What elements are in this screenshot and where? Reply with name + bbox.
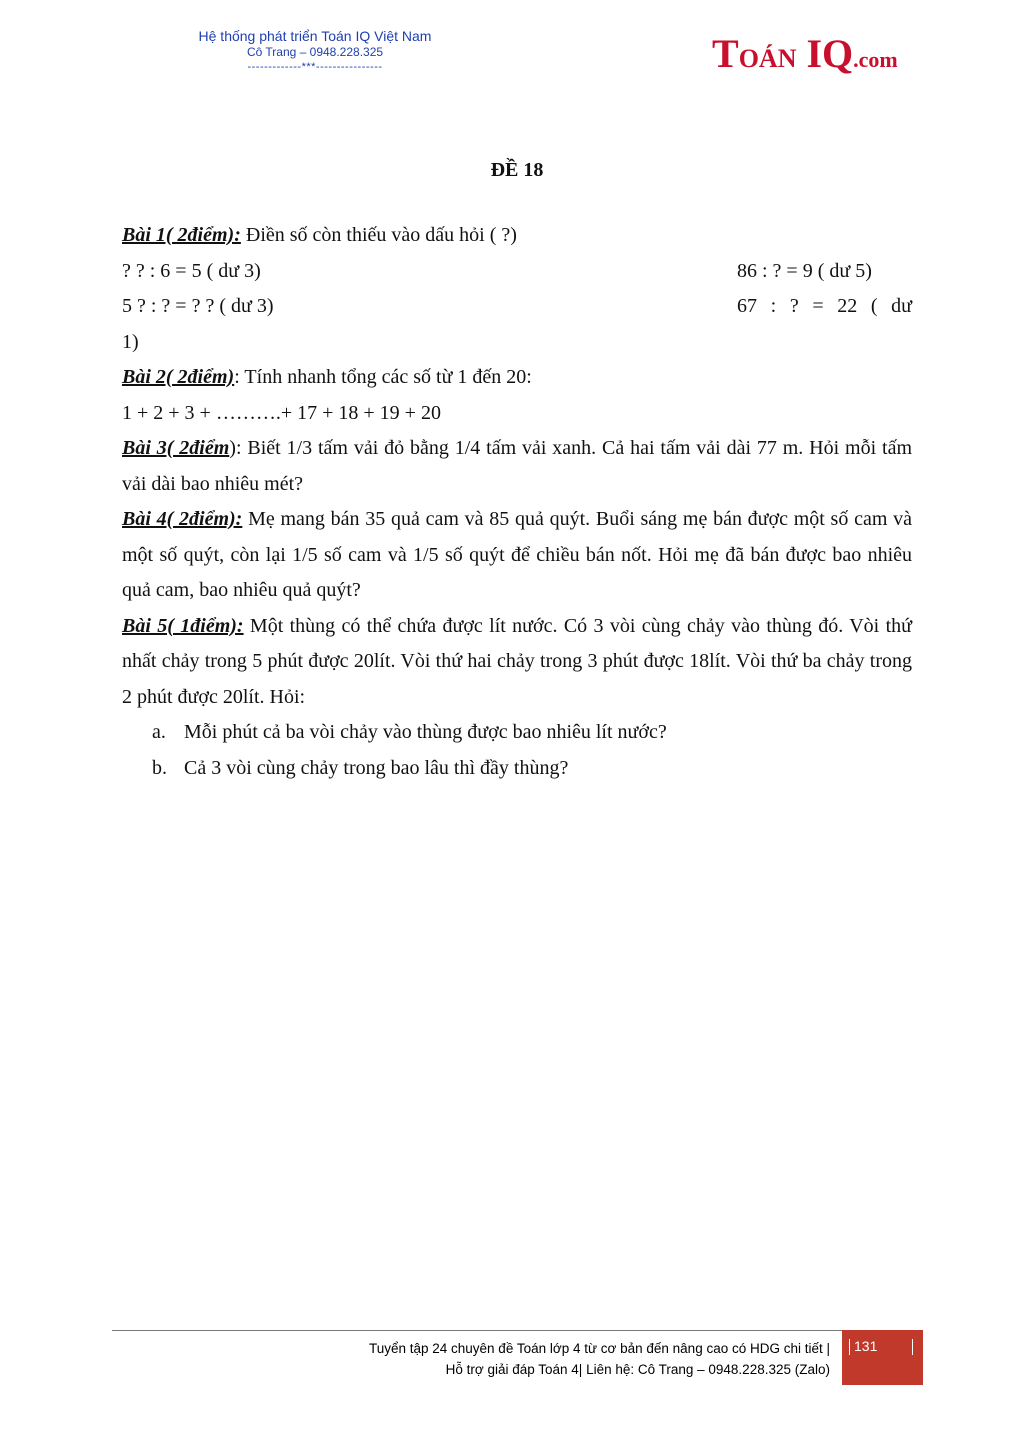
logo-letter-t: T [712,31,739,76]
bai5-b-marker: b. [152,756,167,779]
logo-com: .com [853,47,898,72]
bai2-heading [122,360,912,396]
bai1-text: Điền số còn thiếu vào dấu hỏi ( ?) [240,224,517,246]
bai1-row1-right: 86 : ? = 9 ( dư 5) [737,259,872,282]
bai3-text: ): Biết 1/3 tấm vải đỏ bằng 1/4 tấm vải xanh. Cả hai tấm vải dài 77 m. Hỏi mỗi tấm vải dài bao nhiêu mét? [122,437,912,495]
footer-text [240,1338,830,1380]
bai3-label: Bài 3( 2điểm [122,437,230,459]
header-info [150,27,480,74]
header-divider: -------------***---------------- [247,61,383,73]
footer-divider [112,1330,842,1331]
bai2-expression: 1 + 2 + 3 + ……….+ 17 + 18 + 19 + 20 [122,401,441,424]
bai1-row2-left: 5 ? : ? = ? ? ( dư 3) [122,295,274,317]
bai1-row3: 1) [122,330,139,353]
exam-content [122,150,912,786]
page-number-tick-left [849,1339,850,1355]
bai5-a-text: Mỗi phút cả ba vòi chảy vào thùng được bao nhiêu lít nước? [184,721,667,743]
page-number: 131 [854,1338,878,1354]
logo-oan: OÁN [738,44,797,73]
bai1-heading [122,218,912,254]
bai4-label: Bài 4( 2điểm): [122,508,243,530]
bai1-row2 [122,289,912,325]
bai5-question-a [122,715,912,751]
bai3-paragraph [122,431,912,502]
header-contact: Cô Trang – 0948.228.325 [246,45,384,59]
bai2-text: : Tính nhanh tổng các số từ 1 đến 20: [234,366,532,388]
bai1-row2-right: 67 : ? = 22 ( dư [737,295,912,317]
bai5-a-marker: a. [152,721,166,743]
bai5-question-b [122,751,912,787]
bai1-row1 [122,254,912,290]
bai4-paragraph [122,502,912,609]
header-organization: Hệ thống phát triển Toán IQ Việt Nam [198,28,432,44]
footer-line1: Tuyển tập 24 chuyên đề Toán lớp 4 từ cơ bản đến nâng cao có HDG chi tiết | [368,1341,830,1356]
bai1-label: Bài 1( 2điểm): [122,224,241,246]
bai5-b-text: Cả 3 vòi cùng chảy trong bao lâu thì đầy thùng? [184,756,569,779]
page-title: ĐỀ 18 [490,159,544,181]
bai1-row1-left: ? ? : 6 = 5 ( dư 3) [122,259,261,282]
bai5-text: Một thùng có thể chứa được lít nước. Có 3 vòi cùng chảy vào thùng đó. Vòi thứ nhất chảy trong 5 phút được 20lít. Vòi thứ hai chảy trong 3 phút được 18lít. Vòi thứ ba chảy trong 2 phút được 20lít. Hỏi: [122,614,912,708]
page-number-tick-right [912,1339,913,1355]
bai2-label: Bài 2( 2điểm) [122,366,235,388]
footer-line2: Hỗ trợ giải đáp Toán 4| Liên hệ: Cô Trang – 0948.228.325 (Zalo) [445,1362,830,1377]
toaniq-logo [712,30,898,77]
bai4-text: Mẹ mang bán 35 quả cam và 85 quả quýt. Buổi sáng mẹ bán được một số cam và một số quýt, còn lại 1/5 số cam và 1/5 số quýt để chiều bán nốt. Hỏi mẹ đã bán được bao nhiêu quả cam, bao nhiêu quả quýt? [122,508,912,601]
bai5-label: Bài 5( 1điểm): [122,614,244,637]
bai5-paragraph [122,609,912,716]
logo-iq: IQ [796,31,854,76]
